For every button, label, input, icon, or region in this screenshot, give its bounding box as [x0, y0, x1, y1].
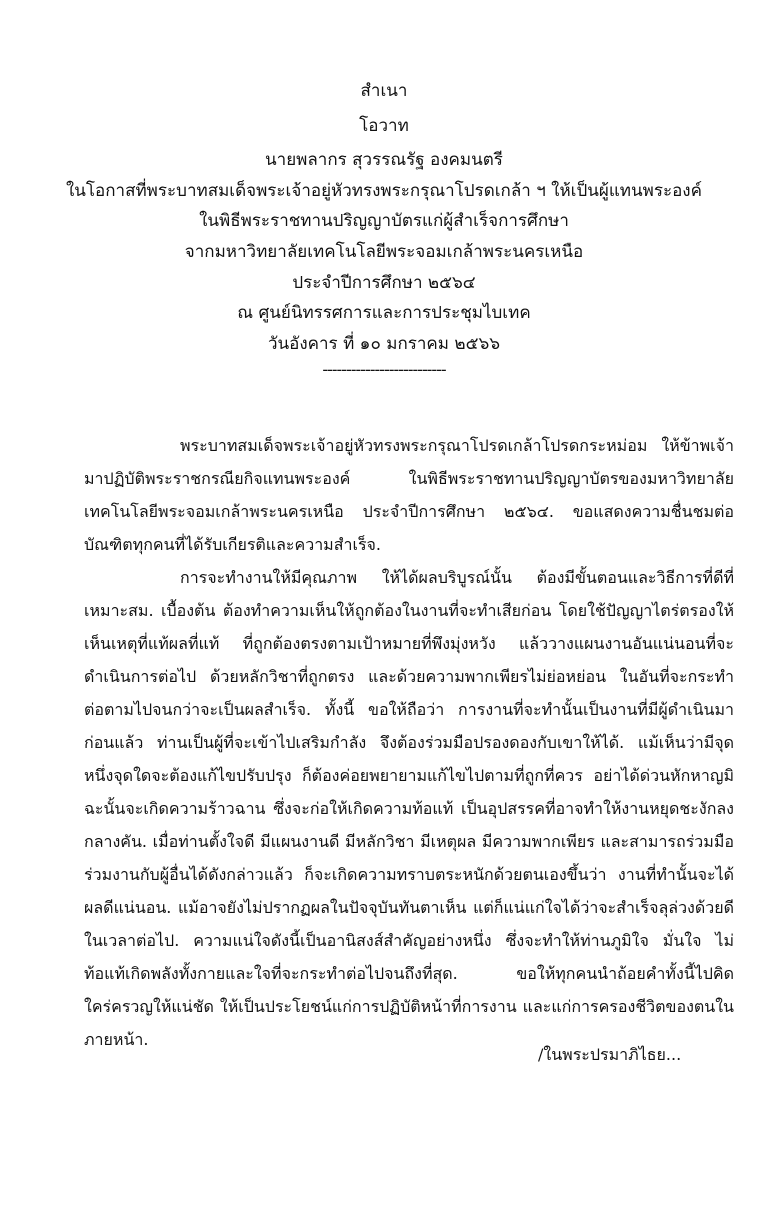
document-header [0, 76, 768, 381]
university-line: จากมหาวิทยาลัยเทคโนโลยีพระจอมเกล้าพระนครเหนือ [184, 241, 584, 262]
document-body [84, 429, 734, 1056]
copy-label: สำเนา [360, 81, 408, 101]
speaker-line: นายพลากร สุวรรณรัฐ องคมนตรี [265, 150, 503, 171]
occasion-line: ในโอกาสที่พระบาทสมเด็จพระเจ้าอยู่หัวทรงพระกรุณาโปรดเกล้า ฯ ให้เป็นผู้แทนพระองค์ [66, 180, 702, 201]
closing-text: /ในพระปรมาภิไธย... [538, 1045, 682, 1064]
academic-year-line: ประจำปีการศึกษา ๒๕๖๔ [292, 272, 476, 293]
body-paragraph-2: การจะทำงานให้มีคุณภาพ ให้ได้ผลบริบูรณ์นั้น ต้องมีขั้นตอนและวิธีการที่ดีที่เหมาะสม. เบื้องต้น ต้องทำความเห็นให้ถูกต้องในงานที่จะทำเสียก่อน โดยใช้ปัญญาไตร่ตรองให้เห็นเหตุที่แท้ผลที่แท้ ที่ถูกต้องตรงตามเป้าหมายที่พึงมุ่งหวัง แล้ววางแผนงานอันแน่นอนที่จะดำเนินการต่อไป ด้วยหลักวิชาที่ถูกตรง และด้วยความพากเพียรไม่ย่อหย่อน ในอันที่จะกระทำต่อตามไปจนกว่าจะเป็นผลสำเร็จ. ทั้งนี้ ขอให้ถือว่า การงานที่จะทำนั้นเป็นงานที่มีผู้ดำเนินมาก่อนแล้ว ท่านเป็นผู้ที่จะเข้าไปเสริมกำลัง จึงต้องร่วมมือปรองดองกับเขาให้ได้. แม้เห็นว่ามีจุดหนึ่งจุดใดจะต้องแก้ไขปรับปรุง ก็ต้องค่อยพยายามแก้ไขไปตามที่ถูกที่ควร อย่าได้ด่วนหักหาญมิฉะนั้นจะเกิดความร้าวฉาน ซึ่งจะก่อให้เกิดความท้อแท้ เป็นอุปสรรคที่อาจทำให้งานหยุดชะงักลงกลางคัน. เมื่อท่านตั้งใจดี มีแผนงานดี มีหลักวิชา มีเหตุผล มีความพากเพียร และสามารถร่วมมือร่วมงานกับผู้อื่นได้ดังกล่าวแล้ว ก็จะเกิดความทราบตระหนักด้วยตนเองขึ้นว่า งานที่ทำนั้นจะได้ผลดีแน่นอน. แม้อาจยังไม่ปรากฏผลในปัจจุบันทันตาเห็น แต่ก็แน่แก่ใจได้ว่าจะสำเร็จลุล่วงด้วยดีในเวลาต่อไป. ความแน่ใจดังนี้เป็นอานิสงส์สำคัญอย่างหนึ่ง ซึ่งจะทำให้ท่านภูมิใจ มั่นใจ ไม่ท้อแท้เกิดพลังทั้งกายและใจที่จะกระทำต่อไปจนถึงที่สุด. ขอให้ทุกคนนำถ้อยคำทั้งนี้ไปคิดใคร่ครวญให้แน่ชัด ให้เป็นประโยชน์แก่การปฏิบัติหน้าที่การงาน และแก่การครองชีวิตของตนในภายหน้า. [84, 568, 734, 1049]
venue-line: ณ ศูนย์นิทรรศการและการประชุมไบเทค [237, 303, 531, 324]
body-paragraph-1: พระบาทสมเด็จพระเจ้าอยู่หัวทรงพระกรุณาโปรดเกล้าโปรดกระหม่อม ให้ข้าพเจ้ามาปฏิบัติพระราชกรณียกิจแทนพระองค์ ในพิธีพระราชทานปริญญาบัตรของมหาวิทยาลัยเทคโนโลยีพระจอมเกล้าพระนครเหนือ ประจำปีการศึกษา ๒๕๖๔. ขอแสดงความชื่นชมต่อบัณฑิตทุกคนที่ได้รับเกียรติและความสำเร็จ. [84, 436, 734, 554]
document-title: โอวาท [359, 115, 409, 136]
separator-rule: -------------------------- [322, 360, 446, 381]
date-line: วันอังคาร ที่ ๑๐ มกราคม ๒๕๖๖ [267, 333, 501, 354]
ceremony-line: ในพิธีพระราชทานปริญญาบัตรแก่ผู้สำเร็จการศึกษา [199, 211, 569, 232]
